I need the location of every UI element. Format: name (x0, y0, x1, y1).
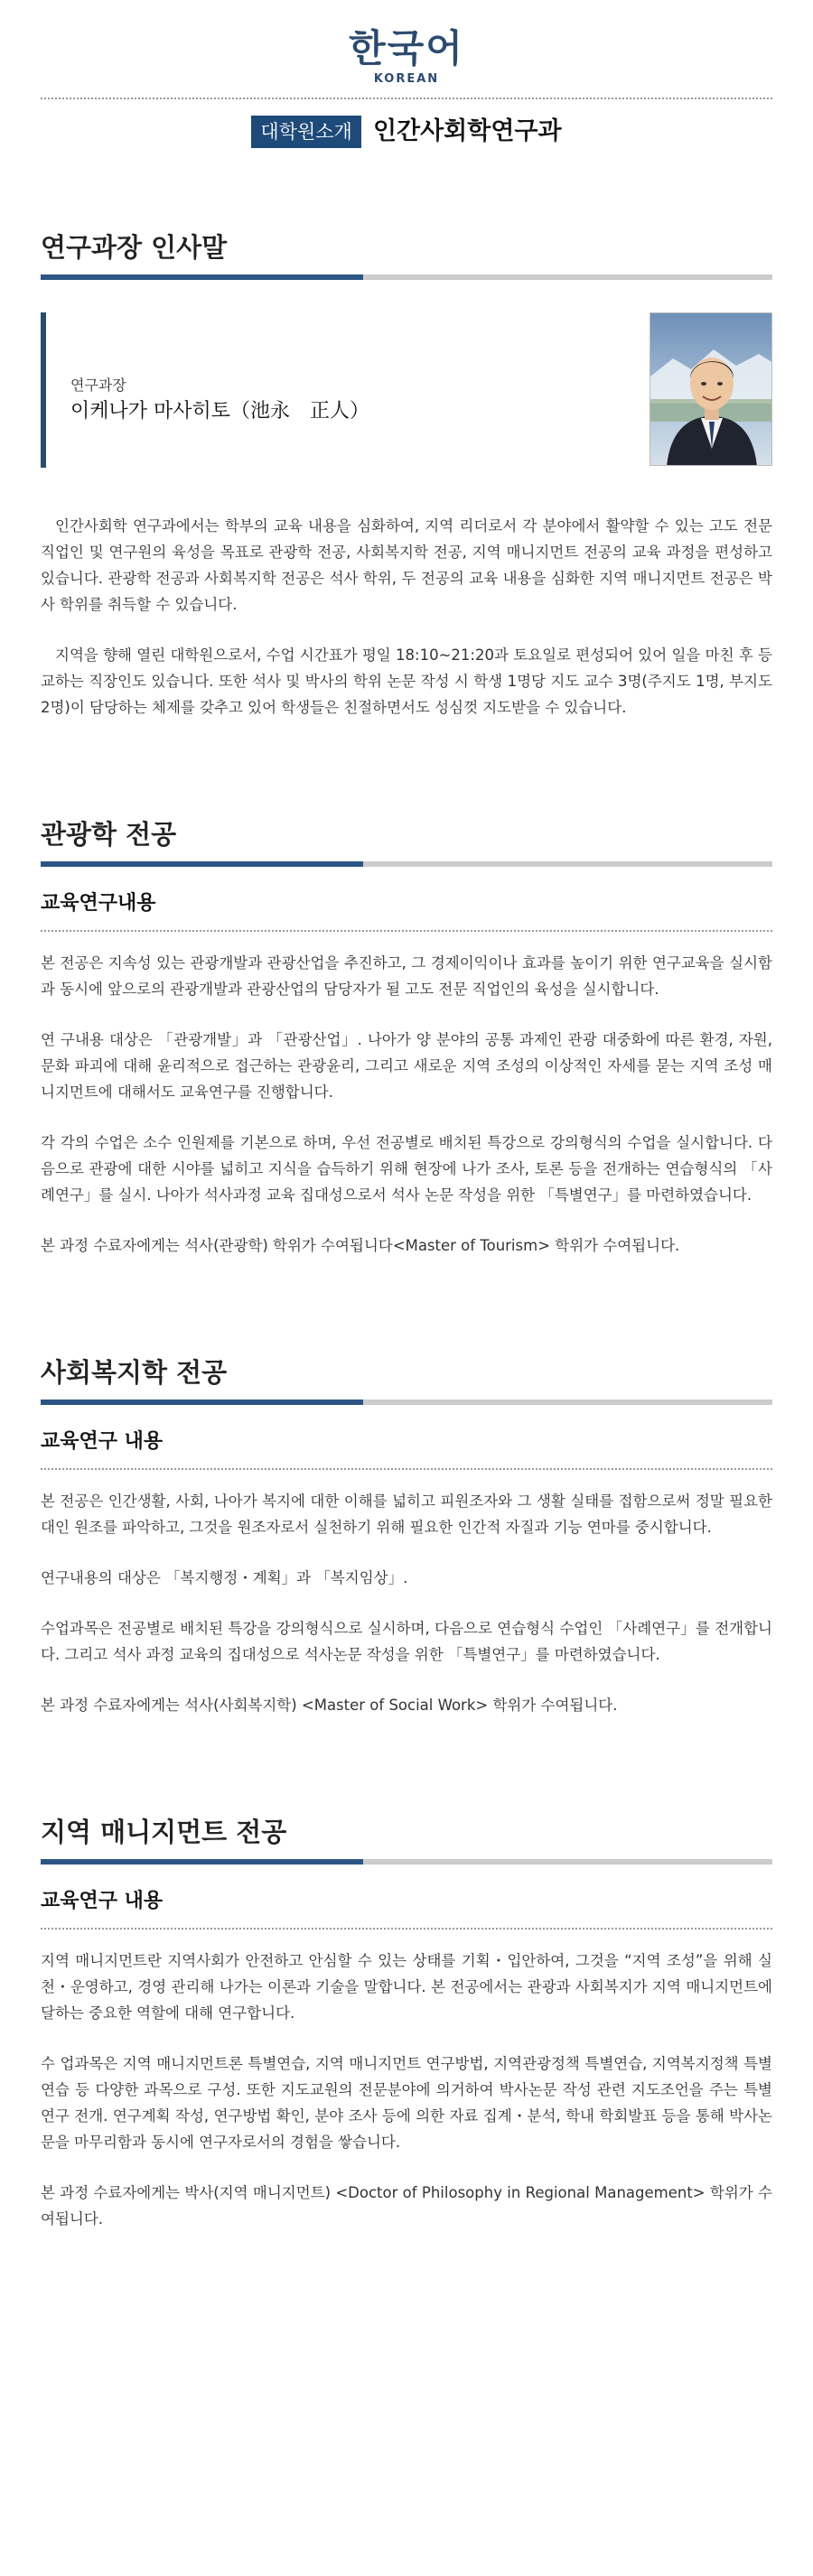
welfare-paragraph: 수업과목은 전공별로 배치된 특강을 강의형식으로 실시하며, 다음으로 연습형식 수업인 「사례연구」를 전개합니다. 그리고 석사 과정 교육의 집대성으로 석사논문 작성을 위한 「특별연구」를 마련하였습니다. (41, 1620, 772, 1663)
greeting-paragraph: 지역을 향해 열린 대학원으로서, 수업 시간표가 평일 18:10~21:20과 토요일로 편성되어 있어 일을 마친 후 등교하는 직장인도 있습니다. 또한 석사 및 박사의 학위 논문 작성 시 학생 1명당 지도 교수 3명(주지도 1명, 부지도 2명)이 담당하는 체제를 갖추고 있어 학생들은 친절하면서도 성심껏 지도받을 수 있습니다. (41, 646, 772, 716)
regional-rule (41, 1859, 772, 1865)
greeting-section (41, 231, 772, 721)
tourism-subtitle-rule (41, 930, 772, 932)
site-header (41, 0, 772, 98)
greeting-paragraph: 인간사회학 연구과에서는 학부의 교육 내용을 심화하여, 지역 리더로서 각 분야에서 활약할 수 있는 고도 전문 직업인 및 연구원의 육성을 목표로 관광학 전공, 사회복지학 전공, 지역 매니지먼트 전공의 교육 과정을 편성하고 있습니다. 관광학 전공과 사회복지학 전공은 석사 학위, 두 전공의 교육 내용을 심화한 지역 매니지먼트 전공은 박사 학위를 취득할 수 있습니다. (41, 517, 772, 613)
profile-accent-bar (41, 312, 46, 468)
tourism-section (41, 818, 772, 1259)
welfare-title: 사회복지학 전공 (41, 1357, 228, 1388)
header-divider (41, 98, 772, 99)
tourism-paragraph: 본 전공은 지속성 있는 관광개발과 관광산업을 추진하고, 그 경제이익이나 효과를 높이기 위한 연구교육을 실시함과 동시에 앞으로의 관광개발과 관광산업의 담당자가 될 고도 전문 직업인의 육성을 실시합니다. (41, 954, 772, 998)
tourism-paragraph: 연 구내용 대상은 「관광개발」과 「관광산업」. 나아가 양 분야의 공통 과제인 관광 대중화에 따른 환경, 자원, 문화 파괴에 대해 윤리적으로 접근하는 관광윤리, 그리고 새로운 지역 조성의 이상적인 자세를 묻는 지역 조성 매니지먼트에 대해서도 교육연구를 진행합니다. (41, 1031, 772, 1101)
tourism-rule (41, 861, 772, 867)
welfare-subtitle: 교육연구 내용 (41, 1430, 164, 1453)
dean-portrait (649, 312, 772, 466)
welfare-subtitle-rule (41, 1468, 772, 1470)
tourism-paragraph: 본 과정 수료자에게는 석사(관광학) 학위가 수여됩니다<Master of Tourism> 학위가 수여됩니다. (41, 1237, 680, 1254)
greeting-rule (41, 274, 772, 280)
site-subtitle: KOREAN (373, 72, 440, 86)
welfare-paragraph: 본 전공은 인간생활, 사회, 나아가 복지에 대한 이해를 넓히고 피원조자와 그 생활 실태를 접함으로써 정말 필요한 대인 원조를 파악하고, 그것을 원조자로서 실천하기 위해 필요한 인간적 자질과 기능 연마를 중시합니다. (41, 1493, 772, 1536)
tourism-paragraph: 각 각의 수업은 소수 인원제를 기본으로 하며, 우선 전공별로 배치된 특강으로 강의형식의 수업을 실시합니다. 다음으로 관광에 대한 시야를 넓히고 지식을 습득하기 위해 현장에 나가 조사, 토론 등을 전개하는 연습형식의 「사례연구」를 실시. 나아가 석사과정 교육 집대성으로서 석사 논문 작성을 위한 「특별연구」를 마련하였습니다. (41, 1134, 772, 1204)
regional-subtitle-rule (41, 1928, 772, 1930)
dean-role: 연구과장 (70, 377, 126, 394)
regional-subtitle: 교육연구 내용 (41, 1890, 164, 1912)
page-title: 인간사회학연구과 (372, 117, 562, 145)
tourism-subtitle: 교육연구내용 (41, 892, 156, 915)
regional-title: 지역 매니지먼트 전공 (41, 1817, 287, 1847)
breadcrumb (41, 116, 772, 159)
tourism-title: 관광학 전공 (41, 819, 177, 850)
site-title: 한국어 (349, 26, 464, 70)
regional-paragraph: 본 과정 수료자에게는 박사(지역 매니지먼트) <Doctor of Philosophy in Regional Management> 학위가 수여됩니다. (41, 2184, 772, 2227)
greeting-title: 연구과장 인사말 (41, 232, 228, 263)
welfare-paragraph: 본 과정 수료자에게는 석사(사회복지학) <Master of Social Work> 학위가 수여됩니다. (41, 1697, 618, 1714)
regional-section (41, 1816, 772, 2232)
welfare-rule (41, 1400, 772, 1405)
breadcrumb-tag[interactable]: 대학원소개 (251, 116, 360, 148)
regional-paragraph: 지역 매니지먼트란 지역사회가 안전하고 안심할 수 있는 상태를 기획・입안하여, 그것을 “지역 조성”을 위해 실천・운영하고, 경영 관리해 나가는 이론과 기술을 말합니다. 본 전공에서는 관광과 사회복지가 지역 매니지먼트에 달하는 중요한 역할에 대해 연구합니다. (41, 1952, 772, 2022)
portrait-image (650, 313, 772, 466)
welfare-paragraph: 연구내용의 대상은 「복지행정・계획」과 「복지임상」. (41, 1569, 408, 1586)
welfare-section (41, 1356, 772, 1718)
regional-paragraph: 수 업과목은 지역 매니지먼트론 특별연습, 지역 매니지먼트 연구방법, 지역관광정책 특별연습, 지역복지정책 특별연습 등 다양한 과목으로 구성. 또한 지도교원의 전문분야에 의거하여 박사논문 작성 관련 지도조언을 주는 특별연구 전개. 연구계획 작성, 연구방법 확인, 분야 조사 등에 의한 자료 집계・분석, 학내 학회발표 등을 통해 박사논문을 마무리함과 동시에 연구자로서의 경험을 쌓습니다. (41, 2055, 772, 2151)
dean-name: 이케나가 마사히토（池永 正人） (70, 400, 370, 423)
dean-profile (41, 312, 772, 468)
